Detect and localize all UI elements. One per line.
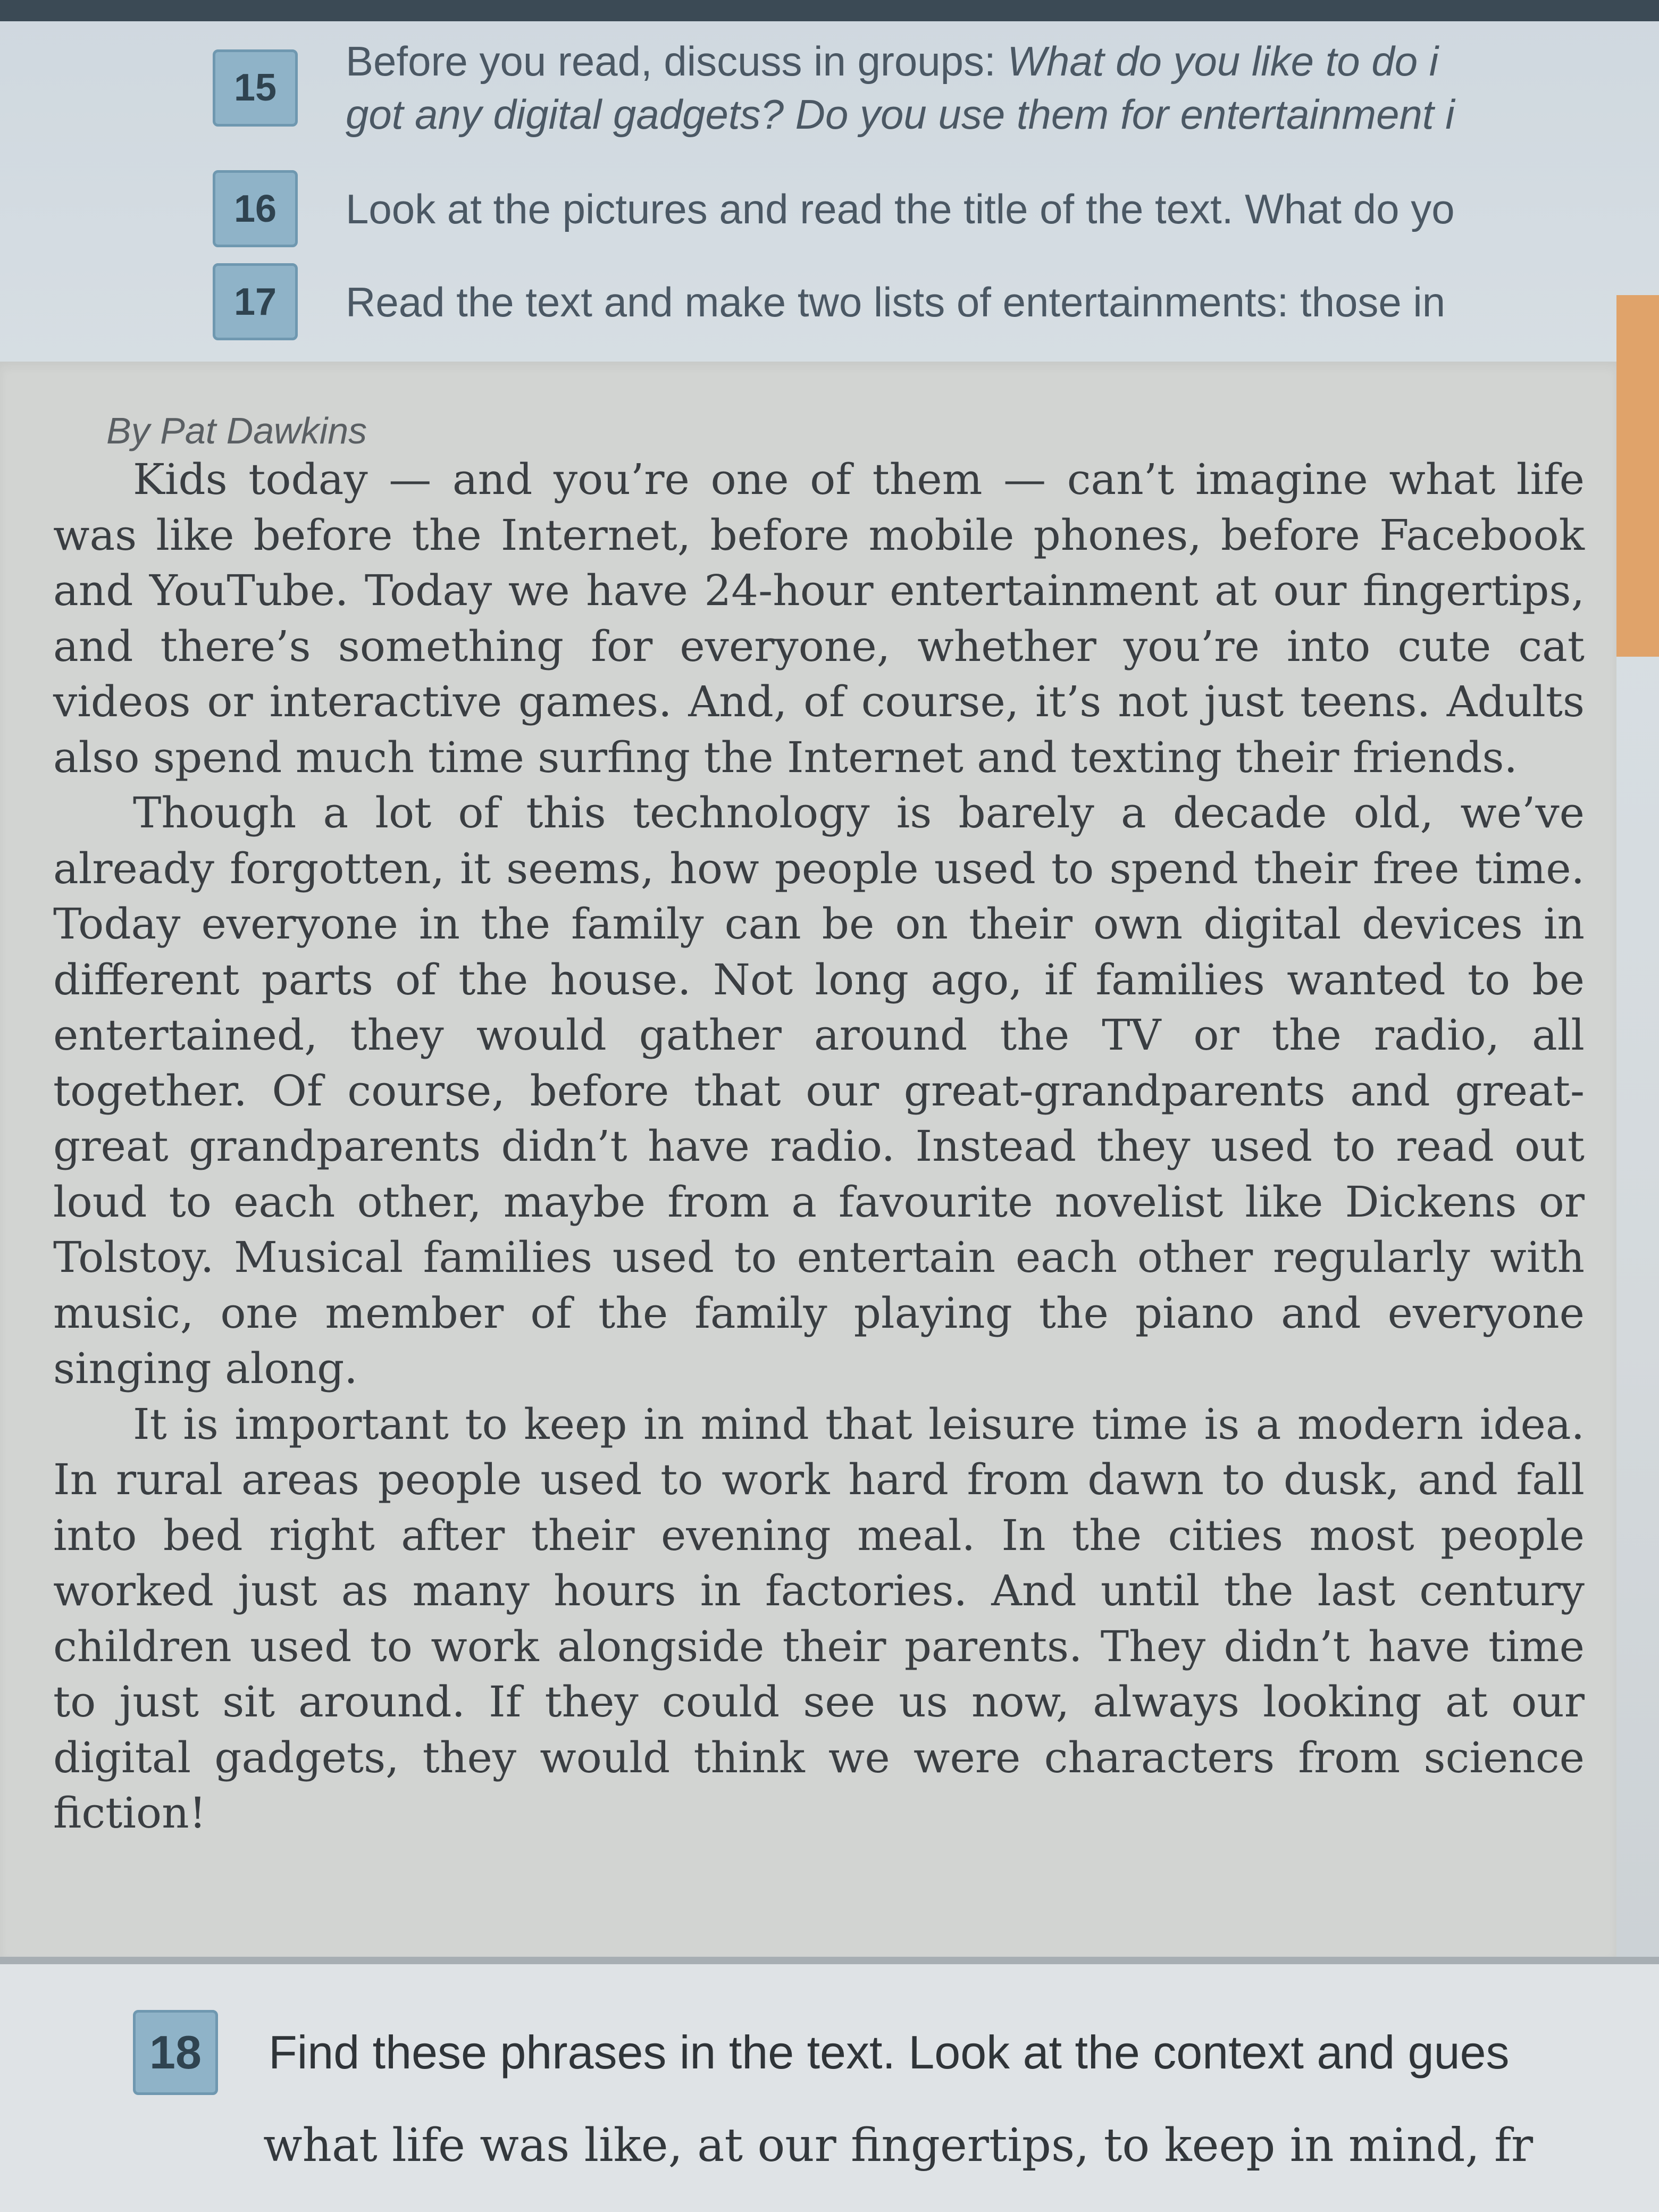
exercise-18-phrases: what life was like, at our fingertips, to keep in mind, fr	[263, 2119, 1534, 2172]
exercise-number-badge: 15	[213, 49, 298, 127]
article-author: By Pat Dawkins	[106, 410, 367, 451]
exercise-16-instruction: Look at the pictures and read the title of the text. What do yo	[346, 185, 1455, 232]
article-paragraph: Kids today — and you’re one of them — can’t imagine what life was like before the Internet, before mobile phones, before Facebook and YouTube. Today we have 24-hour entertainment at our fingertips, and there’s something for everyone, whether you’re into cute cat videos or interactive games. And, of course, it’s not just teens. Adults also spend much time surfing the Internet and texting their friends.	[53, 455, 1585, 782]
page-edge-tab	[1616, 295, 1659, 657]
exercise-15-question: What do you like to do i	[1007, 38, 1439, 85]
article-paragraph: It is important to keep in mind that leisure time is a modern idea. In rural areas people used to work hard from dawn to dusk, and fall into bed right after their evening meal. In the cities most people worked just as many hours in factories. And until the last century children used to work alongside their parents. They didn’t have time to just sit around. If they could see us now, always looking at our digital gadgets, they would think we were characters from science fiction!	[53, 1399, 1585, 1838]
exercise-15	[213, 35, 1455, 141]
article-body	[53, 452, 1585, 1841]
exercise-17-instruction: Read the text and make two lists of entertainments: those in	[346, 278, 1446, 325]
exercise-number-badge: 16	[213, 170, 298, 247]
page-top-edge	[0, 0, 1659, 21]
article-paragraph: Though a lot of this technology is barely a decade old, we’ve already forgotten, it seems, how people used to spend their free time. Today everyone in the family can be on their own digital devices in different parts of the house. Not long ago, if families wanted to be entertained, they would gather around the TV or the radio, all together. Of course, before that our great-grandparents and great-great grandparents didn’t have radio. Instead they used to read out loud to each other, maybe from a favourite novelist like Dickens or Tolstoy. Musical families used to entertain each other regularly with music, one member of the family playing the piano and everyone singing along.	[53, 788, 1585, 1393]
exercise-15-instruction: Before you read, discuss in groups:	[346, 38, 1008, 85]
exercise-number-badge: 17	[213, 263, 298, 340]
exercise-16	[213, 170, 1455, 247]
exercise-15-question-line2: got any digital gadgets? Do you use them for entertainment i	[346, 91, 1455, 138]
exercise-number-badge: 18	[133, 2010, 218, 2095]
section-divider	[0, 1957, 1659, 1964]
exercise-17	[213, 263, 1445, 340]
exercise-18	[133, 2010, 1510, 2095]
exercise-18-instruction: Find these phrases in the text. Look at the context and gues	[269, 2026, 1510, 2079]
